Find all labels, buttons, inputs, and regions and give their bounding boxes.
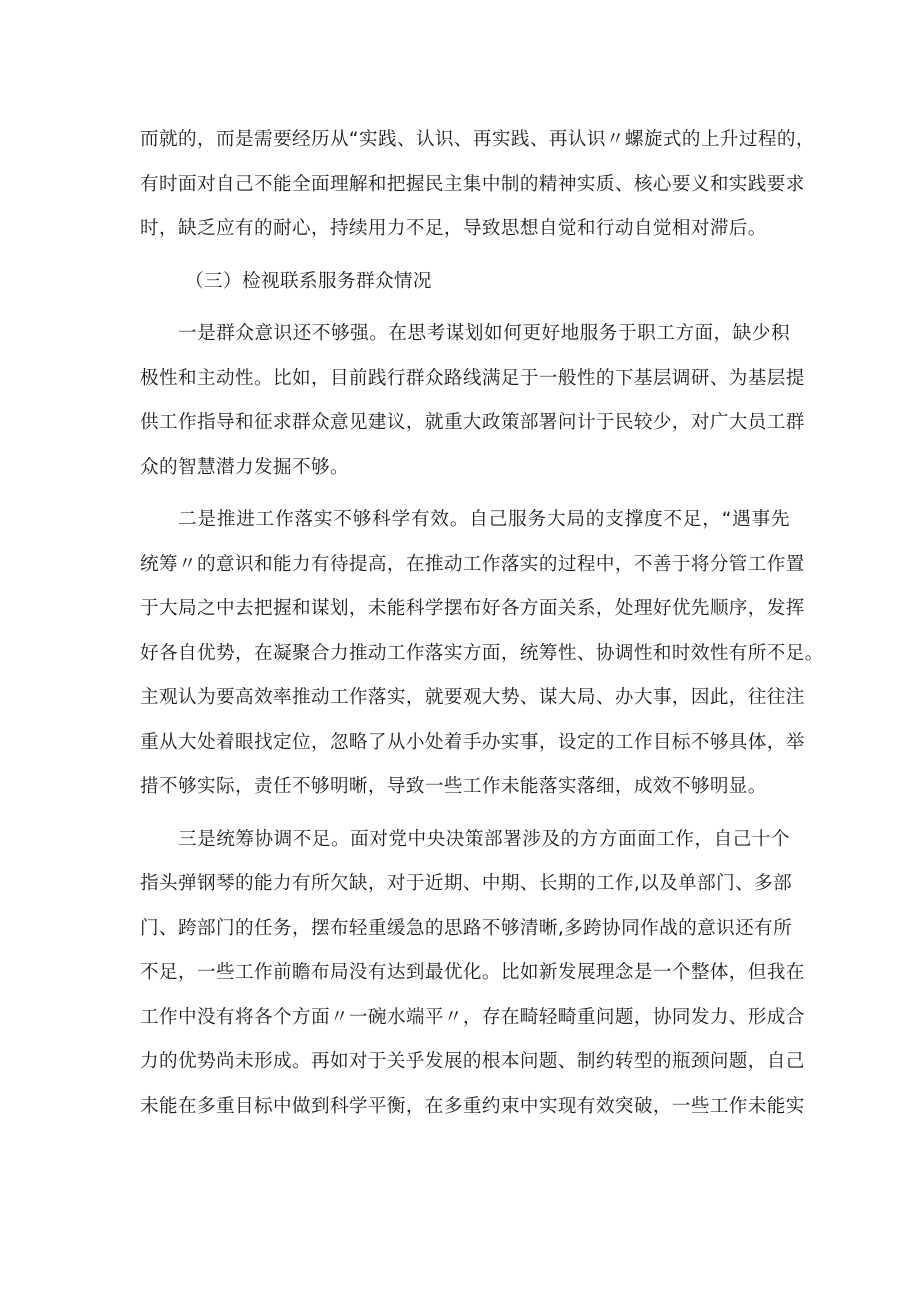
text-line: 有时面对自己不能全面理解和把握民主集中制的精神实质、核心要义和实践要求 (140, 173, 805, 195)
text-line: 众的智慧潜力发掘不够。 (140, 456, 349, 478)
paragraph-gap (140, 252, 790, 260)
text-line: 门、跨部门的任务，摆布轻重缓急的思路不够清晰,多跨协同作战的意识还有所 (140, 917, 793, 939)
paragraph-gap (140, 304, 790, 312)
text-line: 时，缺乏应有的耐心，持续用力不足，导致思想自觉和行动自觉相对滞后。 (140, 218, 767, 239)
paragraph-gap (140, 810, 790, 818)
text-line: 好各自优势，在凝聚合力推动工作落实方面，统筹性、协调性和时效性有所不足。 (140, 642, 824, 664)
text-line: 供工作指导和征求群众意见建议，就重大政策部署问计于民较少，对广大员工群 (140, 412, 805, 433)
text-line: 未能在多重目标中做到科学平衡，在多重约束中实现有效突破，一些工作未能实 (140, 1095, 805, 1117)
text-line: 措不够实际，责任不够明晰，导致一些工作未能落实落细，成效不够明显。 (140, 776, 767, 797)
text-line: 主观认为要高效率推动工作落实，就要观大势、谋大局、办大事，因此，往往注 (140, 687, 805, 708)
text-line: 于大局之中去把握和谋划，未能科学摆布好各方面关系，处理好优先顺序，发挥 (140, 598, 805, 619)
text-line: 统筹〃的意识和能力有待提高，在推动工作落实的过程中，不善于将分管工作置 (140, 553, 805, 575)
section-heading (140, 260, 790, 305)
text-line: 而就的，而是需要经历从“实践、认识、再实践、再认识〃螺旋式的上升过程的， (140, 129, 815, 150)
paragraph (140, 498, 824, 810)
document-body (140, 118, 824, 1129)
text-line: 二是推进工作落实不够科学有效。自己服务大局的支撑度不足，“遇事先 (178, 509, 790, 530)
text-line: 重从大处着眼找定位，忽略了从小处着手办实事，设定的工作目标不够具体，举 (140, 731, 805, 753)
text-line: 力的优势尚未形成。再如对于关乎发展的根本问题、制约转型的瓶颈问题，自己 (140, 1051, 805, 1072)
text-line: 工作中没有将各个方面〃一碗水端平〃，存在畸轻畸重问题，协同发力、形成合 (140, 1006, 805, 1028)
text-line: 不足，一些工作前瞻布局没有达到最优化。比如新发展理念是一个整体，但我在 (140, 962, 805, 983)
paragraph (140, 118, 815, 252)
paragraph-gap (140, 490, 790, 498)
text-line: 极性和主动性。比如，目前践行群众路线满足于一般性的下基层调研、为基层提 (140, 367, 805, 389)
text-line: （三）检视联系服务群众情况 (185, 270, 432, 292)
text-line: 一是群众意识还不够强。在思考谋划如何更好地服务于职工方面，缺少积 (178, 323, 790, 344)
paragraph (140, 818, 805, 1130)
paragraph (140, 312, 805, 490)
text-line: 指头弹钢琴的能力有所欠缺，对于近期、中期、长期的工作,以及单部门、多部 (140, 873, 793, 894)
text-line: 三是统筹协调不足。面对党中央决策部署涉及的方方面面工作，自己十个 (178, 828, 790, 850)
